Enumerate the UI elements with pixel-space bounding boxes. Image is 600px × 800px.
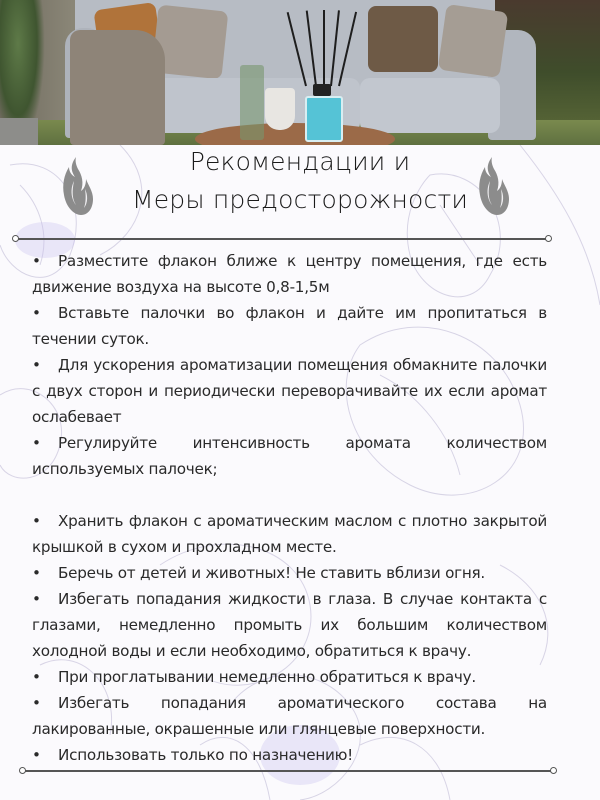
- reed-stick: [323, 10, 325, 86]
- bullet: •: [32, 304, 41, 322]
- title-line-1: Рекомендации и: [189, 147, 411, 176]
- list-item: • Регулируйте интенсивность аромата количеством используемых палочек;: [32, 430, 547, 482]
- bullet: •: [32, 668, 41, 686]
- list-item: • Хранить флакон с ароматическим маслом с плотно закрытой крышкой в сухом и прохладном месте.: [32, 508, 547, 560]
- diffuser-cap: [313, 84, 331, 96]
- list-item: • При проглатывании немедленно обратиться к врачу.: [32, 664, 547, 690]
- divider-top: [18, 238, 546, 240]
- sofa-seat-right: [360, 78, 500, 133]
- throw-blanket: [70, 30, 165, 145]
- ceramic-bowl: [265, 88, 295, 130]
- list-item: • Избегать попадания ароматического состава на лакированные, окрашенные или глянцевые поверхности.: [32, 690, 547, 742]
- pillow-brown: [368, 6, 438, 72]
- bullet: •: [32, 746, 41, 764]
- divider-bottom: [25, 770, 551, 772]
- flame-icon: [62, 155, 94, 217]
- list-item: • Использовать только по назначению!: [32, 742, 547, 768]
- instructions-panel: [0, 145, 600, 800]
- recommendations-list: [32, 248, 547, 768]
- title-line-2: Меры предосторожности: [131, 185, 469, 214]
- list-item: • Для ускорения ароматизации помещения обмакните палочки с двух сторон и периодически переворачивайте их если аромат ослабевает: [32, 352, 547, 430]
- list-item: • Беречь от детей и животных! Не ставить вблизи огня.: [32, 560, 547, 586]
- bullet: •: [32, 590, 41, 608]
- glass-vase: [240, 65, 264, 140]
- diffuser-bottle: [305, 96, 343, 142]
- bullet: •: [32, 512, 41, 530]
- hero-photo: [0, 0, 600, 145]
- plant-pot: [0, 118, 38, 145]
- bullet: •: [32, 356, 41, 374]
- pillow-beige: [438, 4, 509, 78]
- list-item: • Вставьте палочки во флакон и дайте им пропитаться в течении суток.: [32, 300, 547, 352]
- bullet: •: [32, 434, 41, 452]
- bullet: •: [32, 252, 41, 270]
- bullet: •: [32, 564, 41, 582]
- flame-icon: [478, 155, 510, 217]
- list-item: • Разместите флакон ближе к центру помещения, где есть движение воздуха на высоте 0,8-1,5м: [32, 248, 547, 300]
- bullet: •: [32, 694, 41, 712]
- list-item: • Избегать попадания жидкости в глаза. В случае контакта с глазами, немедленно промыть их большим количеством холодной воды и если необходимо, обратиться к врачу.: [32, 586, 547, 664]
